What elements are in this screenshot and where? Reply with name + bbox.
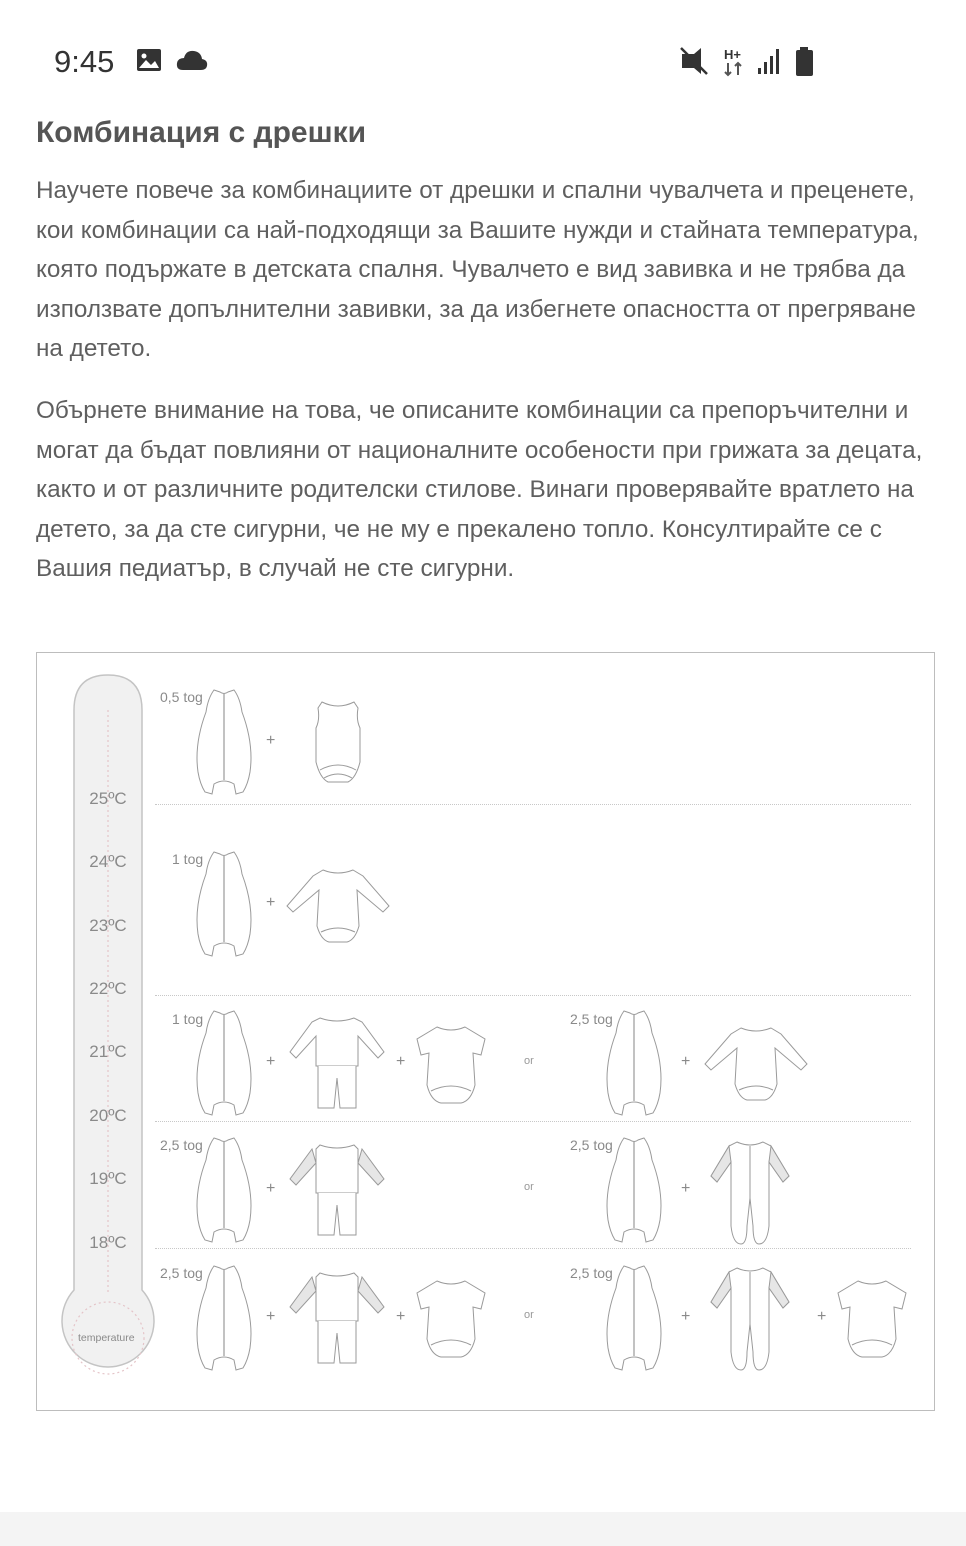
- sleeping-bag-icon: [606, 1136, 662, 1244]
- short-sleeve-bodysuit-icon: [415, 1279, 487, 1359]
- plus-sign: +: [396, 1053, 406, 1070]
- tog-label: 1 tog: [172, 1011, 204, 1027]
- cloud-icon: [175, 46, 209, 74]
- long-sleeve-bodysuit-icon: [703, 1026, 809, 1102]
- signal-icon: [756, 46, 784, 76]
- divider: [155, 995, 911, 996]
- temp-label: 23ºC: [89, 916, 127, 935]
- pajama-icon: [288, 1016, 386, 1110]
- plus-sign: +: [266, 1053, 276, 1070]
- short-sleeve-bodysuit-icon: [836, 1279, 908, 1359]
- tog-label: 2,5 tog: [160, 1265, 203, 1281]
- thermometer-icon: [60, 670, 170, 1400]
- plus-sign: +: [396, 1308, 406, 1325]
- divider: [155, 804, 911, 805]
- short-sleeve-bodysuit-icon: [415, 1025, 487, 1105]
- sleeping-bag-icon: [196, 850, 252, 958]
- or-label: or: [524, 1309, 534, 1321]
- plus-sign: +: [681, 1180, 691, 1197]
- temp-label: 18ºC: [89, 1233, 127, 1252]
- or-label: or: [524, 1055, 534, 1067]
- temp-label: 22ºC: [89, 979, 127, 998]
- bottom-bar: [0, 1512, 966, 1546]
- plus-sign: +: [266, 732, 276, 749]
- plus-sign: +: [266, 894, 276, 911]
- pajama-grey-sleeves-icon: [288, 1271, 386, 1365]
- image-icon: [135, 46, 163, 74]
- plus-sign: +: [681, 1308, 691, 1325]
- sleeping-bag-icon: [196, 1136, 252, 1244]
- tog-label: 2,5 tog: [570, 1011, 613, 1027]
- temp-label: 20ºC: [89, 1106, 127, 1125]
- thermometer-label: temperature: [78, 1332, 135, 1344]
- sleeping-bag-icon: [606, 1264, 662, 1372]
- temp-label: 24ºC: [89, 852, 127, 871]
- sleeveless-bodysuit-icon: [312, 700, 364, 784]
- pajama-grey-sleeves-icon: [288, 1143, 386, 1237]
- plus-sign: +: [681, 1053, 691, 1070]
- hplus-data-icon: [722, 46, 748, 78]
- plus-sign: +: [817, 1308, 827, 1325]
- sleeping-bag-icon: [606, 1009, 662, 1117]
- page-title: Комбинация с дрешки: [36, 116, 367, 149]
- clock: 9:45: [54, 44, 115, 79]
- intro-paragraph: Научете повече за комбинациите от дрешки и спални чувалчета и преценете, кои комбинации са най-подходящи за Вашите нужди и стайната температура, която подържате в детската спалня. Чувалчето е вид завивка и не трябва да използвате допълнителни завивки, за да избегнете опасността от прегряване на детето.: [36, 177, 919, 363]
- long-sleeve-bodysuit-icon: [285, 868, 391, 944]
- temp-label: 21ºC: [89, 1042, 127, 1061]
- divider: [155, 1121, 911, 1122]
- or-label: or: [524, 1181, 534, 1193]
- plus-sign: +: [266, 1180, 276, 1197]
- tog-label: 2,5 tog: [160, 1137, 203, 1153]
- temp-label: 25ºC: [89, 789, 127, 808]
- sleeping-bag-icon: [196, 1264, 252, 1372]
- sleeping-bag-icon: [196, 1009, 252, 1117]
- battery-icon: [794, 46, 816, 78]
- footed-sleepsuit-icon: [709, 1266, 791, 1372]
- tog-label: 2,5 tog: [570, 1137, 613, 1153]
- sleeping-bag-icon: [196, 688, 252, 796]
- svg-text:H+: H+: [724, 47, 741, 62]
- status-bar: [0, 0, 966, 110]
- tog-label: 1 tog: [172, 851, 204, 867]
- temp-label: 19ºC: [89, 1169, 127, 1188]
- footed-sleepsuit-icon: [709, 1140, 791, 1246]
- divider: [155, 1248, 911, 1249]
- notice-paragraph: Обърнете внимание на това, че описаните комбинации са препоръчителни и могат да бъдат повлияни от националните особености при грижата за децата, както и от различните родителски стилове. Винаги проверявайте вратлето на детето, за да сте сигурни, че не му е прекалено топло. Консултирайте се с Вашия педиатър, в случай не сте сигурни.: [36, 397, 923, 583]
- tog-label: 2,5 tog: [570, 1265, 613, 1281]
- plus-sign: +: [266, 1308, 276, 1325]
- tog-label: 0,5 tog: [160, 689, 203, 705]
- vibrate-icon: [679, 46, 711, 76]
